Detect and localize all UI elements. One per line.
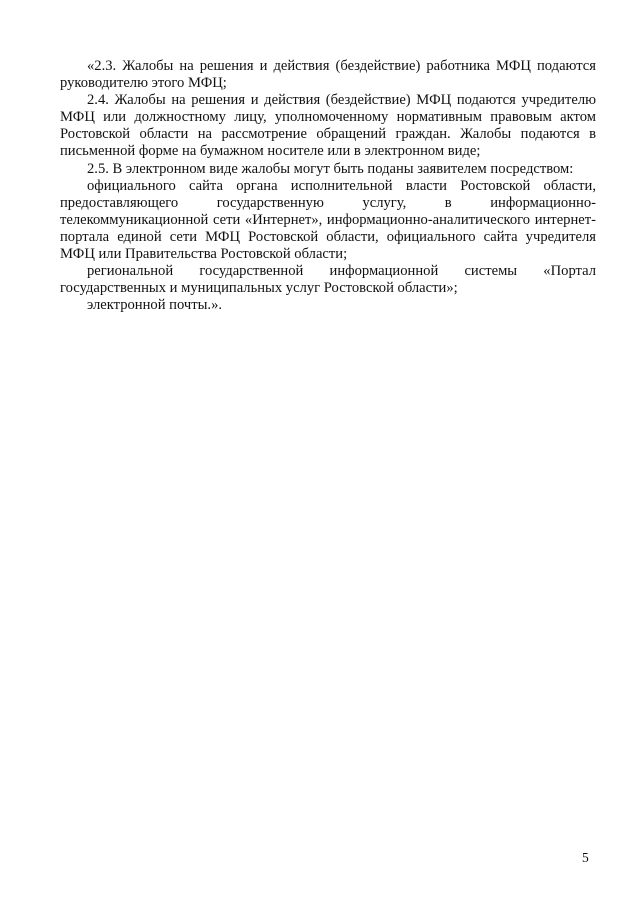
page-number: 5 (582, 850, 589, 865)
list-item-regional-portal: региональной государственной информационной системы «Портал государственных и муниципальных услуг Ростовской области»; (60, 263, 596, 297)
paragraph-2-5: 2.5. В электронном виде жалобы могут быть поданы заявителем посредством: (87, 160, 574, 177)
paragraph-2-4: 2.4. Жалобы на решения и действия (бездействие) МФЦ подаются учредителю МФЦ или должностному лицу, уполномоченному нормативным правовым актом Ростовской области на рассмотрение обращений граждан. Жалобы подаются в письменной форме на бумажном носителе или в электронном виде; (60, 92, 596, 160)
list-item-official-site: официального сайта органа исполнительной власти Ростовской области, предоставляющего государственную услугу, в информационно-телекоммуникационной сети «Интернет», информационно-аналитического интернет-портала единой сети МФЦ Ростовской области, официального сайта учредителя МФЦ или Правительства Ростовской области; (60, 177, 596, 263)
list-item-email: электронной почты.». (87, 297, 223, 314)
paragraph-2-3: «2.3. Жалобы на решения и действия (бездействие) работника МФЦ подаются руководителю этого МФЦ; (60, 58, 596, 92)
document-body (60, 58, 596, 314)
